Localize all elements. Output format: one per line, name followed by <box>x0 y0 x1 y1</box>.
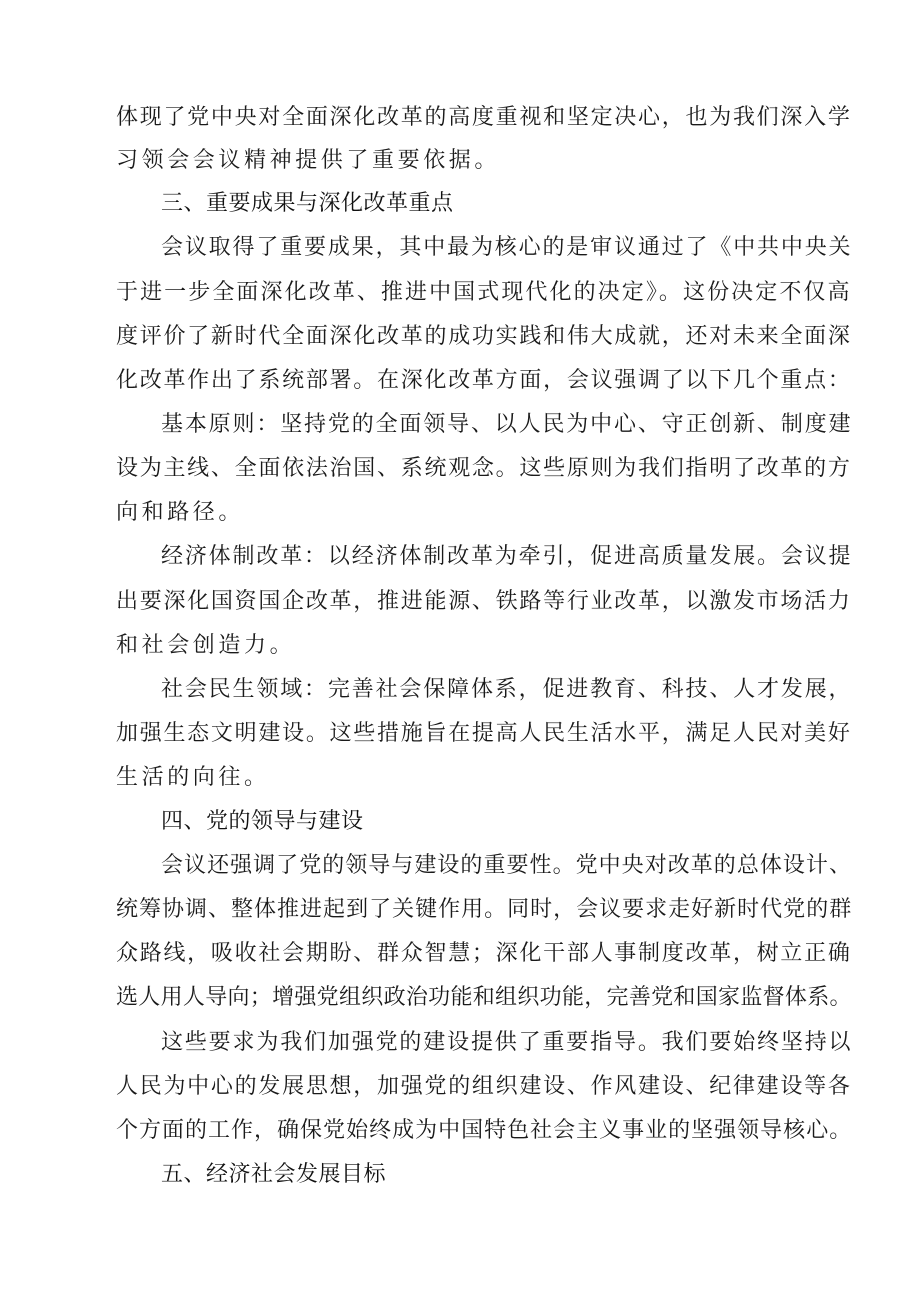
s4-p2-line-1: 这些要求为我们加强党的建设提供了重要指导。我们要始终坚持以 <box>161 1030 853 1055</box>
s3-p4-line-2: 加强生态文明建设。这些措施旨在提高人民生活水平，满足人民对美好 <box>116 721 852 746</box>
s4-p2-line-3: 个方面的工作，确保党始终成为中国特色社会主义事业的坚强领导核心。 <box>116 1118 853 1143</box>
s4-p1-line-3: 众路线，吸收社会期盼、群众智慧；深化干部人事制度改革，树立正确 <box>116 941 852 966</box>
s3-p1-line-1: 会议取得了重要成果，其中最为核心的是审议通过了《中共中央关 <box>161 235 853 260</box>
s3-p3-line-2: 出要深化国资国企改革，推进能源、铁路等行业改革，以激发市场活力 <box>116 589 852 614</box>
s3-p4-line-1: 社会民生领域：完善社会保障体系，促进教育、科技、人才发展， <box>161 677 853 702</box>
intro-line-2: 习领会会议精神提供了重要依据。 <box>116 148 501 173</box>
s3-p4-line-3: 生活的向往。 <box>116 765 270 790</box>
s4-p1-line-2: 统筹协调、整体推进起到了关键作用。同时，会议要求走好新时代党的群 <box>116 897 853 922</box>
s4-p2-line-2: 人民为中心的发展思想，加强党的组织建设、作风建设、纪律建设等各 <box>116 1074 852 1099</box>
section-5-heading: 五、经济社会发展目标 <box>161 1162 387 1187</box>
s3-p2-line-1: 基本原则：坚持党的全面领导、以人民为中心、守正创新、制度建 <box>161 412 853 437</box>
s3-p2-line-3: 向和路径。 <box>116 500 245 525</box>
s4-p1-line-1: 会议还强调了党的领导与建设的重要性。党中央对改革的总体设计、 <box>161 853 853 878</box>
s3-p2-line-2: 设为主线、全面依法治国、系统观念。这些原则为我们指明了改革的方 <box>116 456 852 481</box>
s3-p3-line-3: 和社会创造力。 <box>116 633 296 658</box>
section-4-heading: 四、党的领导与建设 <box>161 809 364 834</box>
s3-p1-line-3: 度评价了新时代全面深化改革的成功实践和伟大成就，还对未来全面深 <box>116 324 852 349</box>
s3-p1-line-4: 化改革作出了系统部署。在深化改革方面，会议强调了以下几个重点： <box>116 368 852 393</box>
s3-p1-line-2: 于进一步全面深化改革、推进中国式现代化的决定》。这份决定不仅高 <box>116 280 852 305</box>
s4-p1-line-4: 选人用人导向；增强党组织政治功能和组织功能，完善党和国家监督体系。 <box>116 985 852 1010</box>
section-3-heading: 三、重要成果与深化改革重点 <box>161 191 454 216</box>
s3-p3-line-1: 经济体制改革：以经济体制改革为牵引，促进高质量发展。会议提 <box>161 544 853 569</box>
intro-line-1: 体现了党中央对全面深化改革的高度重视和坚定决心，也为我们深入学 <box>116 105 852 130</box>
